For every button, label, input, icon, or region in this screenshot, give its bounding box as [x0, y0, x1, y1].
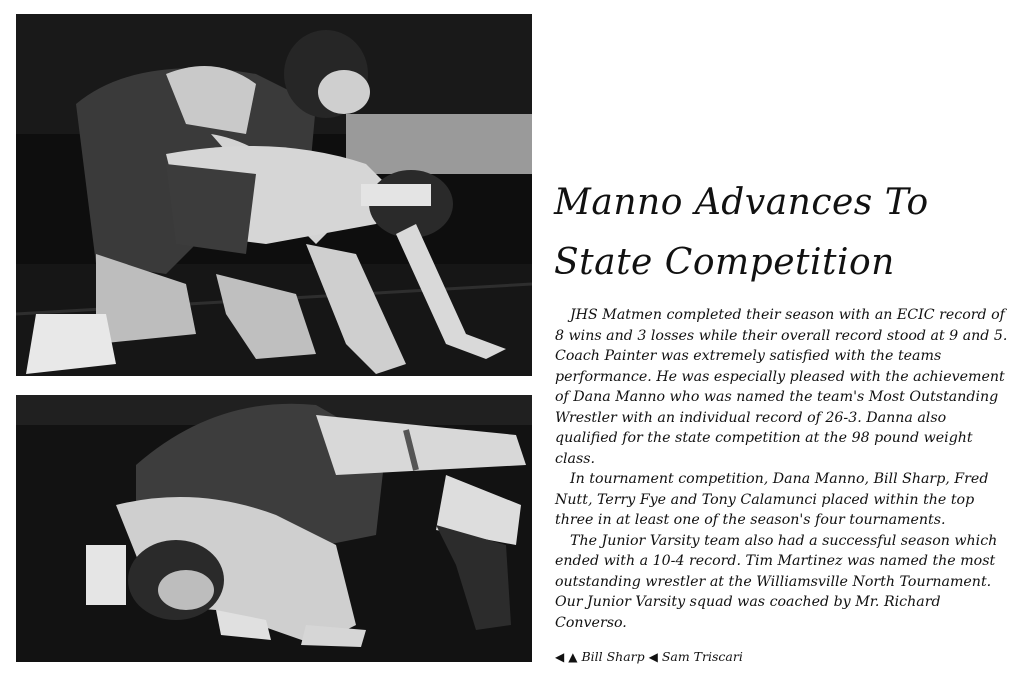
- headline-line-2: State Competition: [554, 242, 895, 283]
- headline-line-1: Manno Advances To: [554, 182, 929, 223]
- article-paragraph: JHS Matmen completed their season with an ECIC record of 8 wins and 3 losses while their overall record stood at 9 and 5. Coach Painter was extremely satisfied with the teams performance. He was especially pleased with the achievement of Dana Manno who was named the team's Most Outstanding Wrestler with an individual record of 26-3. Danna also qualified for the state competition at the 98 pound weight class.: [555, 307, 1008, 467]
- photo-top-wrestlers: [16, 14, 532, 376]
- wrestling-photo-top: [16, 14, 532, 376]
- photo-bottom-wrestlers: [16, 395, 532, 662]
- arrow-up-icon: ▲: [568, 650, 578, 664]
- article-paragraph: In tournament competition, Dana Manno, Bill Sharp, Fred Nutt, Terry Fye and Tony Calamunci placed within the top three in at least one of the season's four tournaments.: [555, 471, 989, 528]
- credit-name-1: Bill Sharp: [581, 649, 645, 664]
- arrow-left-icon: ◀: [648, 650, 658, 664]
- photo-credits: [555, 649, 743, 664]
- wrestling-photo-bottom: [16, 395, 532, 662]
- arrow-left-icon: ◀: [555, 650, 565, 664]
- credit-name-2: Sam Triscari: [661, 649, 743, 664]
- article-body: [555, 305, 1011, 633]
- article-paragraph: The Junior Varsity team also had a successful season which ended with a 10-4 record. Tim Martinez was named the most outstanding wrestler at the Williamsville North Tournament. Our Junior Varsity squad was coached by Mr. Richard Converso.: [555, 532, 998, 631]
